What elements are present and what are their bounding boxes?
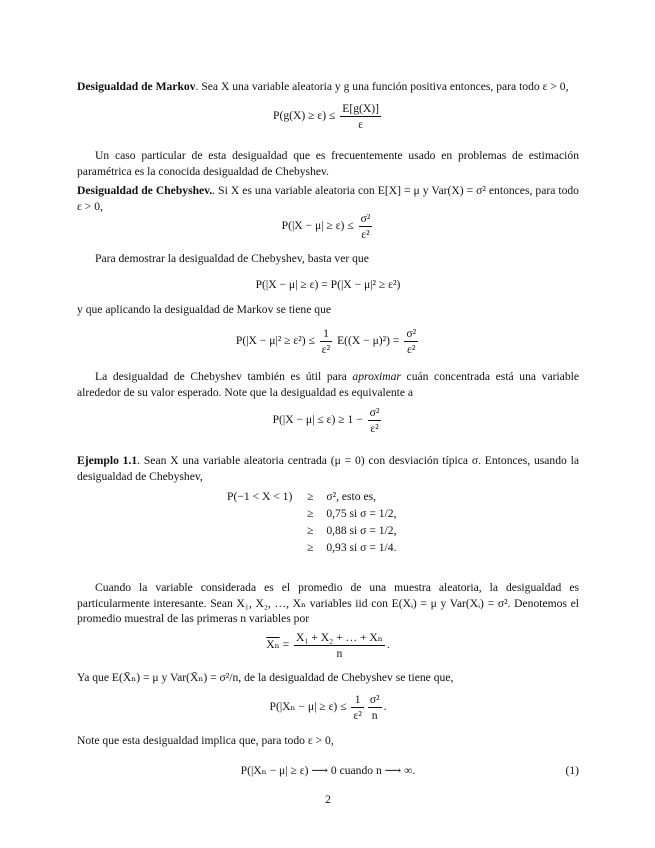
mean-chebyshev-equation: P(|Xₙ − μ| ≥ ε) ≤ $\frac{1}{\text{ε²}}$ $\frac{\text{σ²}}{n}$ . <box>269 693 387 722</box>
chebyshev-frac-den: ε² <box>361 228 370 241</box>
app-frac2-num: σ² <box>406 327 417 340</box>
markov-title: Desigualdad de Markov <box>77 80 196 93</box>
ineq-rhs: 0,93 si σ = 1/4. <box>326 540 397 554</box>
chebyshev-equation <box>77 212 579 241</box>
ejemplo-text: . Sean X una variable aleatoria centrada (μ = 0) con desviación típica σ. Entonces, usando la desigualdad de Chebyshev, <box>77 454 579 483</box>
limit-eq-text: P(|Xₙ − μ| ≥ ε) ⟶ 0 cuando n ⟶ ∞. <box>240 764 416 777</box>
mean-cheb-frac2-den: n <box>371 709 378 722</box>
app-frac1-den: ε² <box>321 343 331 356</box>
markov-eq-lhs: P(g(X) ≥ ε) ≤ <box>273 109 336 123</box>
ineq-rhs: 0,75 si σ = 1/2, <box>326 506 397 520</box>
ineq-row <box>227 505 396 522</box>
mean-cheb-fraction-2 <box>368 693 382 722</box>
yaque-text: Ya que E(X̄ₙ) = μ y Var(X̄ₙ) = σ²/n, de la desigualdad de Chebyshev se tiene que, <box>77 671 454 684</box>
app-frac1-num: 1 <box>320 327 332 342</box>
ineq-rel: ≥ <box>307 489 314 503</box>
promedio-paragraph <box>77 580 579 627</box>
document-page <box>77 0 579 848</box>
ineq-row <box>227 522 396 539</box>
markov-paragraph <box>77 79 579 95</box>
equiv-frac-den: ε² <box>370 422 379 435</box>
chebyshev-frac-num: σ² <box>360 212 371 225</box>
inequality-array <box>227 488 396 556</box>
mean-frac-num: X₁ + X₂ + … + Xₙ <box>296 631 383 644</box>
chebyshev-fraction <box>359 212 373 241</box>
mean-cheb-fraction-1 <box>351 693 363 722</box>
mean-eq-lhs: $\overline{X_n}$ <box>266 638 280 652</box>
ineq-row <box>227 488 396 505</box>
ineq-lhs <box>227 505 302 522</box>
equiv-frac-num: σ² <box>369 406 380 419</box>
mean-cheb-frac1-den: ε² <box>353 709 362 722</box>
ejemplo-paragraph <box>77 453 579 484</box>
markov-frac-den: ε <box>358 118 364 131</box>
demostrar-paragraph <box>77 251 579 267</box>
markov-text: . Sea X una variable aleatoria y g una función positiva entonces, para todo ε > 0, <box>195 80 569 93</box>
mean-fraction <box>294 631 385 660</box>
equiv-fraction <box>368 406 382 435</box>
markov-equation <box>77 102 579 131</box>
markov-fraction <box>340 102 381 131</box>
equiv-eq-lhs: P(|X − μ| ≤ ε) ≥ 1 − <box>272 413 363 427</box>
app-eq-lhs: P(|X − μ|² ≥ ε²) ≤ <box>235 334 315 348</box>
limit-equation <box>77 763 579 779</box>
ineq-row <box>227 539 396 556</box>
ejemplo-title: Ejemplo 1.1 <box>77 454 138 467</box>
aplicando-text: y que aplicando la desigualdad de Markov se tiene que <box>77 303 332 316</box>
chebyshev-text: . Si X es una variable aleatoria con E[X] = μ y Var(X) = σ² entonces, para todo ε > 0, <box>77 184 579 213</box>
yaque-paragraph <box>77 670 579 686</box>
ineq-lhs <box>227 539 302 556</box>
mean-cheb-frac2-num: σ² <box>369 693 380 706</box>
demostrar-text: Para demostrar la desigualdad de Chebyshev, basta ver que <box>95 252 369 265</box>
ineq-rel: ≥ <box>307 506 314 520</box>
chebyshev-paragraph <box>77 183 579 214</box>
demostrar-equation <box>77 277 579 293</box>
particular-paragraph <box>77 148 579 179</box>
equivalent-equation <box>77 406 579 435</box>
aplicando-paragraph <box>77 302 579 318</box>
ineq-rel: ≥ <box>307 523 314 537</box>
ineq-lhs: P(−1 < X < 1) <box>227 489 293 503</box>
markov-frac-num: E[g(X)] <box>342 102 379 115</box>
app-eq-mid: E((X − μ)²) = <box>337 334 400 348</box>
mean-frac-den: n <box>336 647 343 660</box>
demostrar-eq-text: P(|X − μ| ≥ ε) = P(|X − μ|² ≥ ε²) <box>255 278 401 291</box>
note-text: Note que esta desigualdad implica que, para todo ε > 0, <box>77 734 334 747</box>
mean-cheb-frac1-num: 1 <box>351 693 363 708</box>
app-fraction-1 <box>320 327 332 356</box>
util-text-post: cuán concentrada está una variable alrededor de su valor esperado. Note que la desigualdad es equivalente a <box>77 370 579 399</box>
mean-equation: $\overline{X_n}$ = $\frac{\text{X₁ + X₂ + … + Xₙ}}{n}$ . <box>266 631 390 660</box>
chebyshev-title: Desigualdad de Chebyshev. <box>77 184 213 197</box>
equation-number: (1) <box>565 764 579 777</box>
ineq-rel: ≥ <box>307 540 314 554</box>
markov-application-equation <box>77 327 579 356</box>
promedio-text: Cuando la variable considerada es el promedio de una muestra aleatoria, la desigualdad es particularmente interesante. Sean X₁, X₂, …, Xₙ variables iid con E(Xᵢ) = μ y Var(Xᵢ) = σ². Denotemos el promedio muestral de las primeras n variables por <box>77 581 579 626</box>
note-paragraph <box>77 733 579 749</box>
app-frac2-den: ε² <box>407 343 416 356</box>
ineq-rhs: 0,88 si σ = 1/2, <box>326 523 397 537</box>
ineq-lhs <box>227 522 302 539</box>
page-number: 2 <box>325 793 331 806</box>
chebyshev-eq-lhs: P(|X − μ| ≥ ε) ≤ <box>281 219 354 233</box>
particular-text: Un caso particular de esta desigualdad que es frecuentemente usado en problemas de estimación paramétrica es la conocida desigualdad de Chebyshev. <box>77 149 579 178</box>
app-fraction-2 <box>404 327 418 356</box>
ineq-rhs: σ², esto es, <box>326 489 377 503</box>
util-paragraph <box>77 369 579 400</box>
mean-cheb-lhs: P(|Xₙ − μ| ≥ ε) ≤ <box>269 700 347 714</box>
util-text-em: aproximar <box>352 370 401 383</box>
util-text-pre: La desigualdad de Chebyshev también es útil para <box>95 370 353 383</box>
